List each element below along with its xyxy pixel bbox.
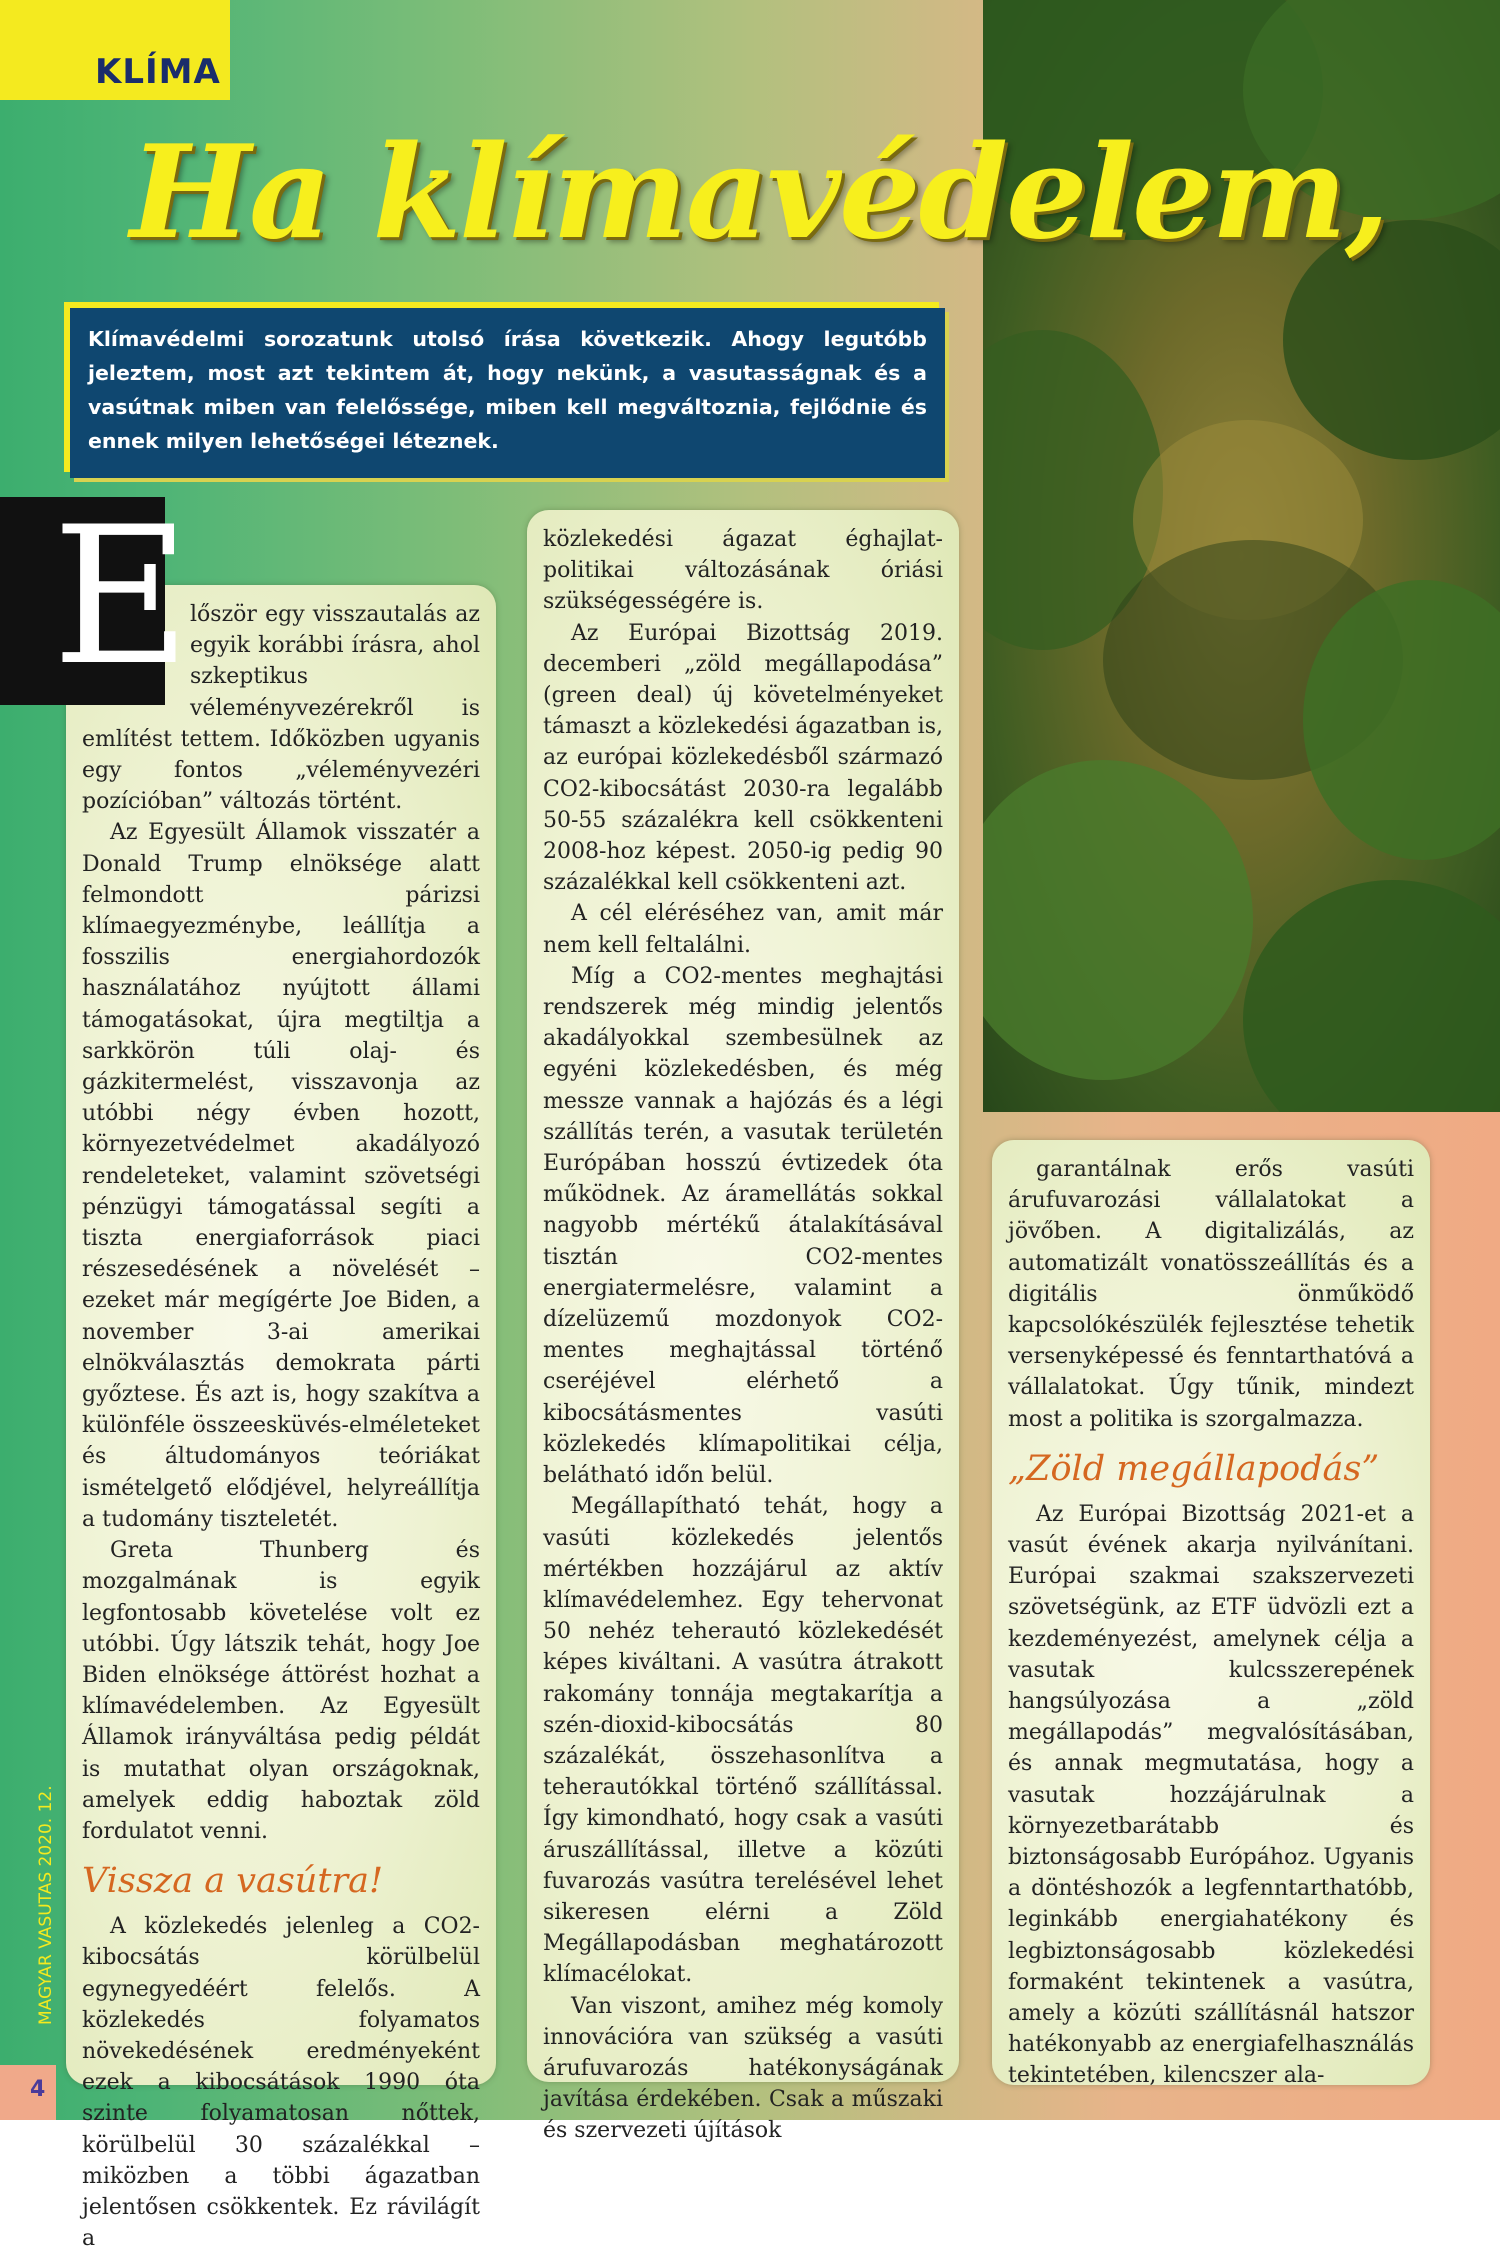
page-number: 4 — [30, 2077, 46, 2102]
section-tag — [0, 0, 230, 100]
col1-paragraph-4: A közlekedés jelenleg a CO2-kibocsátás körülbelül egynegyedéért felelős. A közlekedés folyamatos növekedésének eredményeként ezek a kibocsátások 1990 óta szinte folyamatosan nőttek, körülbelül 30 százalékkal – miközben a többi ágazatban jelentősen csökkentek. Ez rávilágít a — [82, 1914, 480, 2252]
column-1 — [66, 585, 496, 2252]
col1-paragraph-1: lőször egy visszautalás az egyik korábbi írásra, ahol szkeptikus véleményvezérekről is említést tettem. Időközben ugyanis egy fontos „véleményvezéri pozícióban” változás történt. — [82, 602, 480, 815]
col2-paragraph-3: A cél eléréséhez van, amit már nem kell feltalálni. — [543, 901, 943, 958]
lead-text: Klímavédelmi sorozatunk utolsó írása következik. Ahogy legutóbb jeleztem, most azt tekintem át, hogy nekünk, a vasutasságnak és a vasútnak miben van felelőssége, miben kell megváltoznia, fejlődnie és ennek milyen lehetőségei léteznek. — [88, 327, 927, 453]
col1-paragraph-3: Greta Thunberg és mozgalmának is egyik legfontosabb követelése volt ez utóbbi. Úgy látszik tehát, hogy Joe Biden elnöksége áttörést hozhat a klímavédelemben. Az Egyesült Államok irányváltása pedig példát is mutathat olyan országoknak, amelyek eddig haboztak zöld fordulatot venni. — [82, 1538, 480, 1844]
col2-paragraph-2: Az Európai Bizottság 2019. decemberi „zöld megállapodása” (green deal) új követelményeket támaszt a közlekedési ágazatban is, az európai közlekedésből származó CO2-kibocsátást 2030-ra legalább 50-55 százalékra kell csökkenteni 2008-hoz képest. 2050-ig pedig 90 százalékkal kell csökkenteni azt. — [543, 620, 943, 896]
col1-paragraph-2: Az Egyesült Államok visszatér a Donald Trump elnöksége alatt felmondott párizsi klímaegyezménybe, leállítja a fosszilis energiahordozók használatához nyújtott állami támogatásokat, újra megtiltja a sarkkörön túli olaj- és gázkitermelést, visszavonja az utóbbi négy évben hozott, környezetvédelmet akadályozó rendeleteket, valamint szövetségi pénzügyi támogatással segíti a tiszta energiaforrások piaci részesedésének a növelését – ezeket már megígérte Joe Biden, a november 3-ai amerikai elnökválasztás demokrata párti győztese. És azt is, hogy szakítva a különféle összeesküvés-elméleteket és áltudományos teóriákat ismételgető elődjével, helyreállítja a tudomány tiszteletét. — [82, 820, 480, 1532]
col2-paragraph-4: Míg a CO2-mentes meghajtási rendszerek még mindig jelentős akadályokkal szembesülnek az egyéni közlekedésben, és még messze vannak a hajózás és a légi szállítás terén, a vasutak területén Európában hosszú évtizedek óta működnek. Az áramellátás sokkal nagyobb mértékű átalakításával tisztán CO2-mentes energiatermelésre, valamint a dízelüzemű mozdonyok CO2-mentes meghajtással történő cseréjével elérhető a kibocsátásmentes vasúti közlekedés klímapolitikai célja, belátható időn belül. — [543, 963, 943, 1489]
headline: Ha klímavédelem, — [130, 118, 1388, 268]
column-2 — [527, 510, 959, 2144]
section-label: KLÍMA — [95, 52, 221, 92]
publication-label: MAGYAR VASUTAS 2020. 12. — [36, 1785, 56, 2025]
dropcap-letter: E — [52, 486, 191, 707]
column-3 — [992, 1140, 1430, 2089]
col2-paragraph-6: Van viszont, amihez még komoly innovációra van szükség a vasúti árufuvarozás hatékonyságának javítása érdekében. Csak a műszaki és szervezeti újítások — [543, 1993, 943, 2144]
col1-subheading: Vissza a vasútra! — [82, 1861, 384, 1902]
col2-paragraph-5: Megállapítható tehát, hogy a vasúti közlekedés jelentős mértékben hozzájárul az aktív klímavédelemhez. Egy tehervonat 50 nehéz teherautó közlekedését képes kiváltani. A vasútra átrakott rakomány tonnája megtakarítja a szén-dioxid-kibocsátás 80 százalékát, összehasonlítva a teherautókkal történő szállítással. Így kimondható, hogy csak a vasúti áruszállítással, illetve a közúti fuvarozás vasútra terelésével lehet sikeresen elérni a Zöld Megállapodásban meghatározott klímacélokat. — [543, 1494, 943, 1988]
lead-box — [70, 308, 945, 478]
dropcap — [0, 486, 191, 707]
col3-paragraph-1: garantálnak erős vasúti árufuvarozási vállalatokat a jövőben. A digitalizálás, az automatizált vonatösszeállítás és a digitális önműködő kapcsolókészülék fejlesztése tehetik versenyképessé és fenntarthatóvá a vállalatokat. Úgy tűnik, mindezt most a politika is szorgalmazza. — [1008, 1157, 1414, 1432]
col3-paragraph-2: Az Európai Bizottság 2021-et a vasút évének akarja nyilvánítani. Európai szakmai szakszervezeti szövetségünk, az ETF üdvözli ezt a kezdeményezést, amelynek célja a vasutak kulcsszerepének hangsúlyozása a „zöld megállapodás” megvalósításában, és annak megmutatása, hogy a vasutak hozzájárulnak a környezetbarátabb és biztonságosabb Európához. Ugyanis a döntéshozók a legfenntarthatóbb, leginkább energiahatékony és legbiztonságosabb közlekedési formaként tekintenek a vasútra, amely a közúti szállításnál hatszor hatékonyabb az energiafelhasználás tekintetében, kilencszer ala- — [1008, 1501, 1414, 2089]
col3-subheading: „Zöld megállapodás” — [1008, 1448, 1380, 1489]
col2-paragraph-1: közlekedési ágazat éghajlat-politikai változásának óriási szükségességére is. — [543, 527, 943, 615]
page-number-box — [0, 2065, 56, 2120]
